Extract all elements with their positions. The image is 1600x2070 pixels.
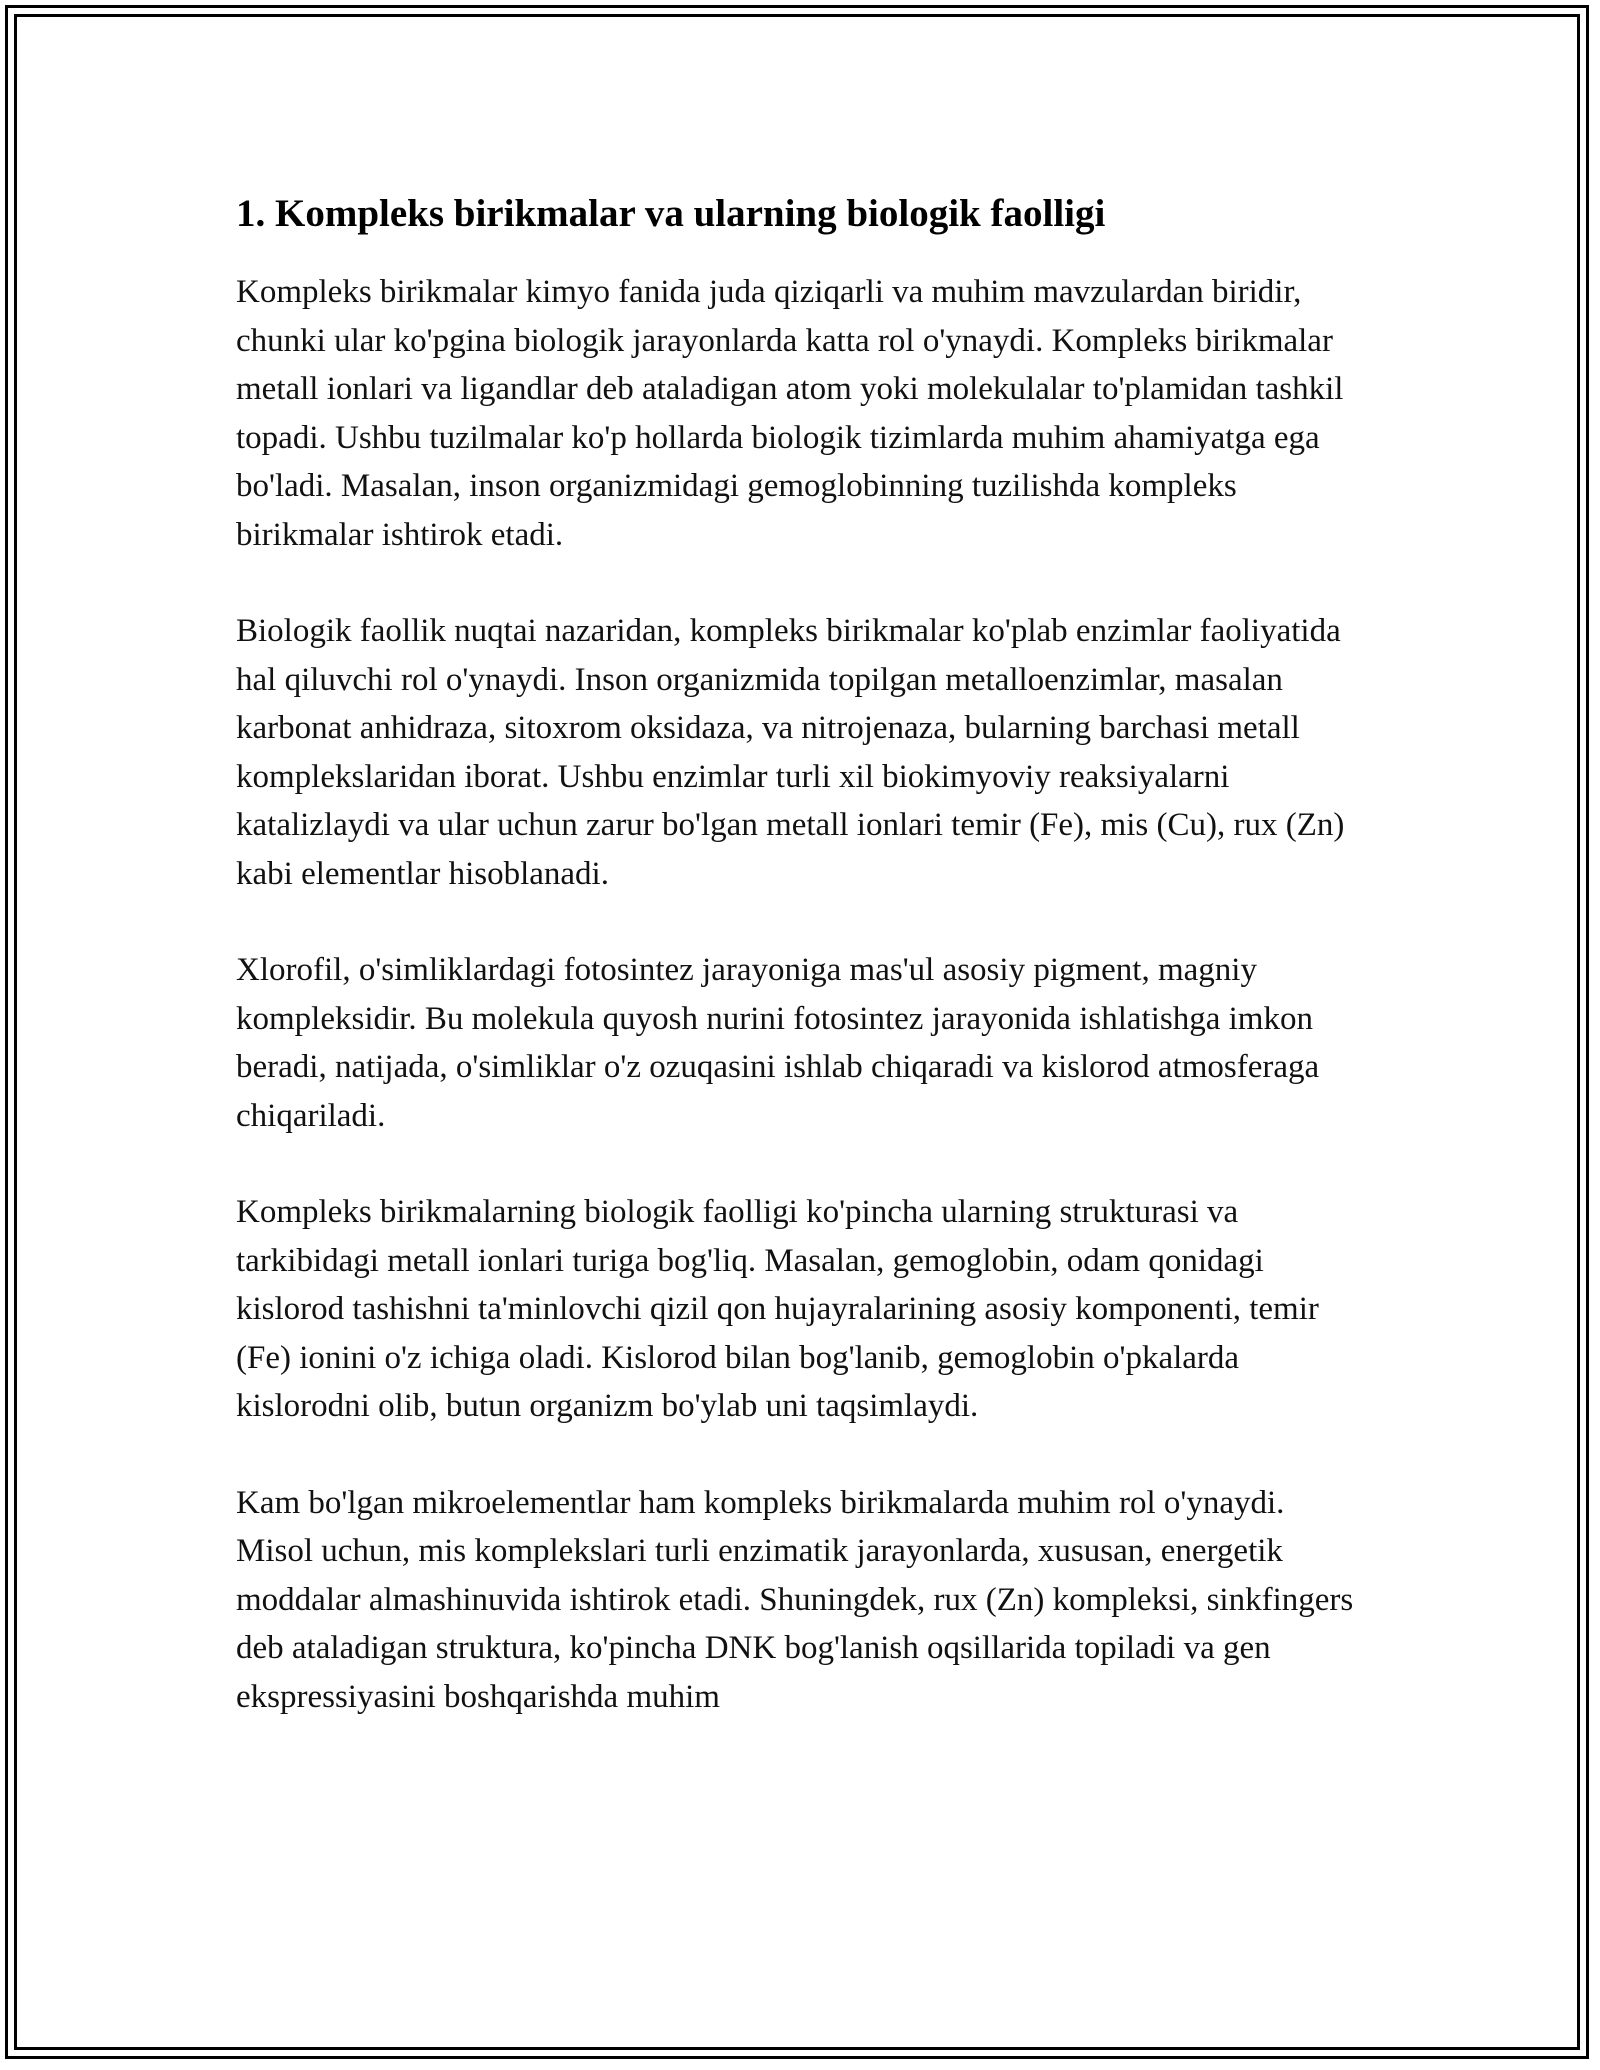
paragraph-hemoglobin: Kompleks birikmalarning biologik faolligi ko'pincha ularning strukturasi va tarkibidagi metall ionlari turiga bog'liq. Masalan, gemoglobin, odam qonidagi kislorod tashishni ta'minlovchi qizil qon hujayralarining asosiy komponenti, temir (Fe) ionini o'z ichiga oladi. Kislorod bilan bog'lanib, gemoglobin o'pkalarda kislorodni olib, butun organizm bo'ylab uni taqsimlaydi. (236, 1194, 1319, 1424)
paragraph-intro: Kompleks birikmalar kimyo fanida juda qiziqarli va muhim mavzulardan biridir, chunki ular ko'pgina biologik jarayonlarda katta rol o'ynaydi. Kompleks birikmalar metall ionlari va ligandlar deb ataladigan atom yoki molekulalar to'plamidan tashkil topadi. Ushbu tuzilmalar ko'p hollarda biologik tizimlarda muhim ahamiyatga ega bo'ladi. Masalan, inson organizmidagi gemoglobinning tuzilishda kompleks birikmalar ishtirok etadi. (236, 274, 1344, 553)
paragraph-enzymes: Biologik faollik nuqtai nazaridan, kompleks birikmalar ko'plab enzimlar faoliyatida hal qiluvchi rol o'ynaydi. Inson organizmida topilgan metalloenzimlar, masalan karbonat anhidraza, sitoxrom oksidaza, va nitrojenaza, bularning barchasi metall komplekslaridan iborat. Ushbu enzimlar turli xil biokimyoviy reaksiyalarni katalizlaydi va ular uchun zarur bo'lgan metall ionlari temir (Fe), mis (Cu), rux (Zn) kabi elementlar hisoblanadi. (236, 613, 1345, 892)
section-heading: 1. Kompleks birikmalar va ularning biologik faolligi (236, 192, 1106, 235)
paragraph-chlorophyll: Xlorofil, o'simliklardagi fotosintez jarayoniga mas'ul asosiy pigment, magniy kompleksidir. Bu molekula quyosh nurini fotosintez jarayonida ishlatishga imkon beradi, natijada, o'simliklar o'z ozuqasini ishlab chiqaradi va kislorod atmosferaga chiqariladi. (236, 952, 1320, 1134)
document-body (236, 188, 1366, 1769)
paragraph-microelements: Kam bo'lgan mikroelementlar ham kompleks birikmalarda muhim rol o'ynaydi. Misol uchun, mis komplekslari turli enzimatik jarayonlarda, xususan, energetik moddalar almashinuvida ishtirok etadi. Shuningdek, rux (Zn) kompleksi, sinkfingers deb ataladigan struktura, ko'pincha DNK bog'lanish oqsillarida topiladi va gen ekspressiyasini boshqarishda muhim (236, 1484, 1354, 1715)
